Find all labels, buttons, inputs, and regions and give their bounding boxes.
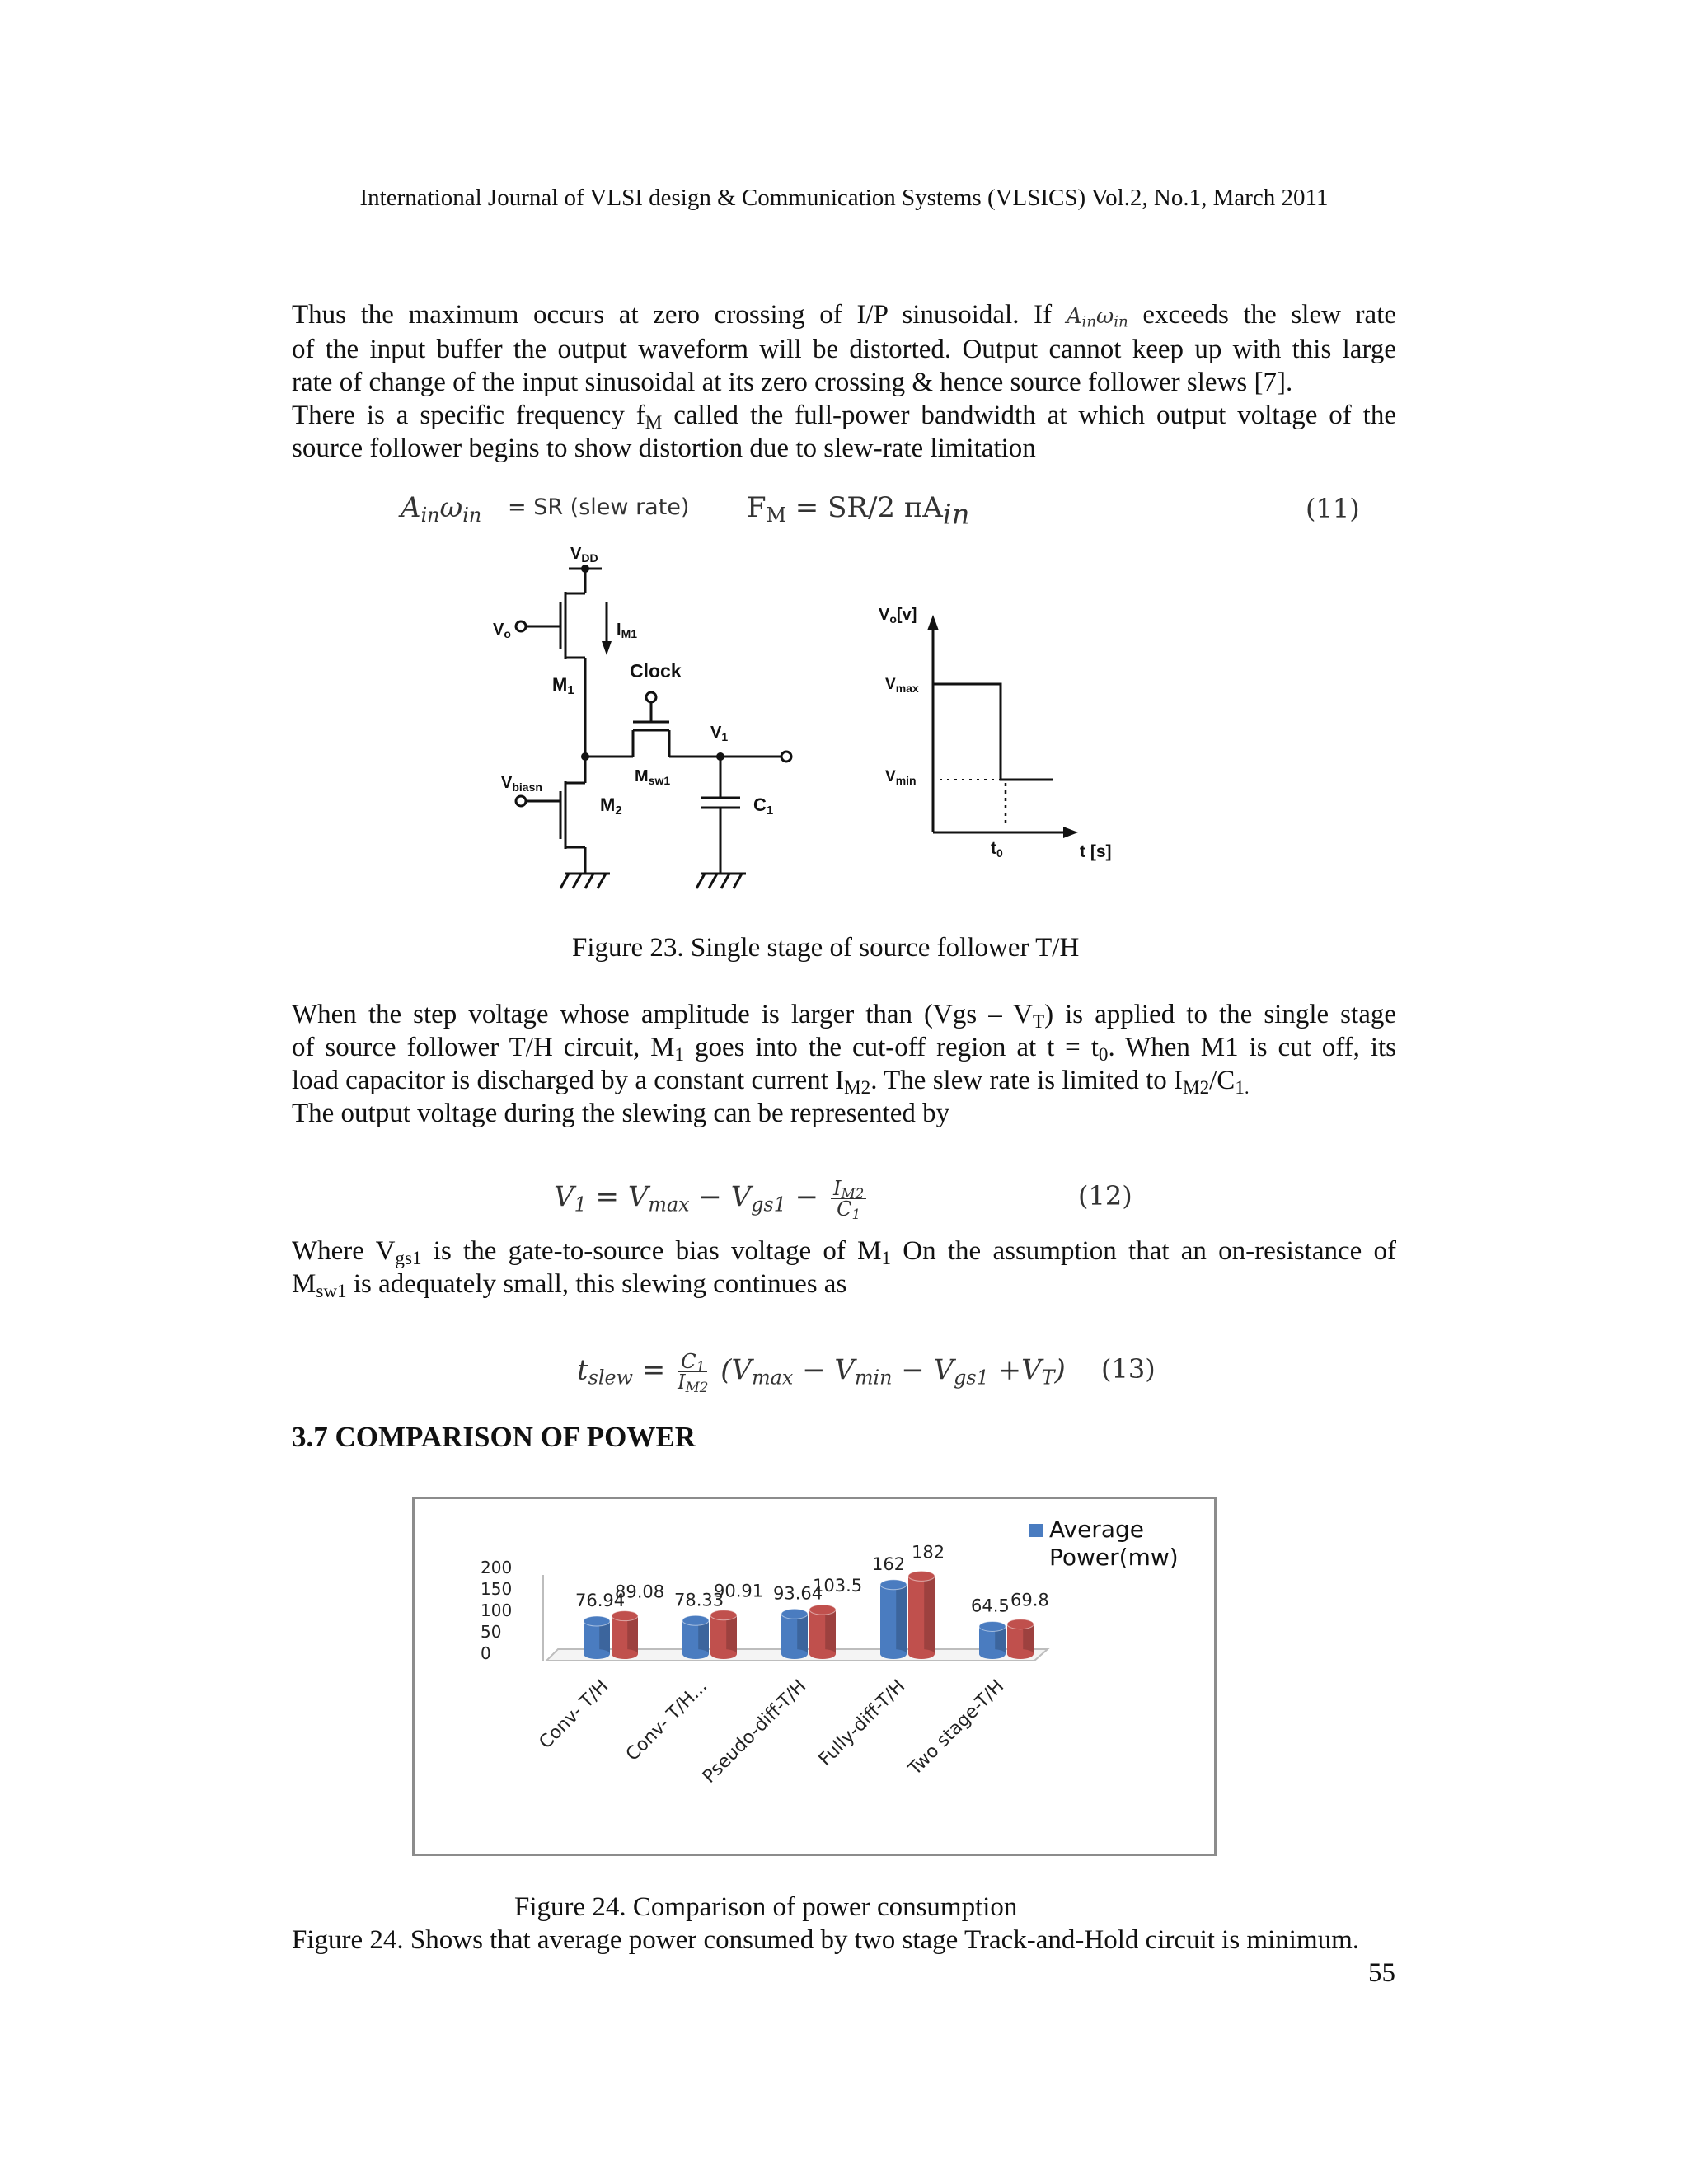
- bar-series-2: [908, 1571, 935, 1659]
- paragraph-where-vgs1: [292, 1235, 1396, 1301]
- y-tick-label: 0: [481, 1643, 491, 1663]
- paragraph-slew-intro: [292, 298, 1396, 465]
- category-label: Two stage-T/H: [904, 1675, 1009, 1780]
- label-msw1: $M_{sw1}$: [635, 767, 671, 787]
- data-label: 103.5: [813, 1576, 863, 1596]
- label-vdd: $V_{DD}$: [570, 545, 598, 565]
- data-label: 182: [912, 1542, 945, 1563]
- y-tick-label: 150: [481, 1579, 513, 1599]
- para1-line4: There is a specific frequency $f_M$ called the full-power bandwidth at which output voltage of the: [292, 401, 1396, 433]
- section-heading: 3.7 COMPARISON OF POWER: [292, 1421, 696, 1453]
- data-label: 78.33: [674, 1590, 724, 1610]
- bar-series-1: [979, 1621, 1006, 1659]
- data-label: 89.08: [615, 1582, 665, 1602]
- label-waveform-y: $V_o[v]$: [879, 606, 917, 626]
- para2-line1: When the step voltage whose amplitude is larger than $(Vgs - V_T)$ is applied to the single stage: [292, 1000, 1396, 1032]
- y-tick-label: 50: [481, 1622, 502, 1642]
- label-t0: t0: [991, 839, 1003, 860]
- closing-sentence: Figure 24. Shows that average power consumed by two stage Track-and-Hold circuit is minimum.: [292, 1925, 1360, 1955]
- bar-series-1: [781, 1609, 808, 1659]
- category-label: Pseudo-diff-T/H: [699, 1675, 811, 1788]
- paragraph-step-voltage: [292, 998, 1396, 1130]
- bar-series-2: [1007, 1619, 1034, 1659]
- label-vmax: $V_{max}$: [885, 676, 919, 695]
- figure-23-caption: Figure 23. Single stage of source follower T/H: [572, 933, 1080, 963]
- page-number: 55: [1368, 1958, 1395, 1988]
- equation-11: $A_{in}\omega_{in}$ = SR (slew rate) $F_M = SR/2$ $\pi A_{in}$ (11): [401, 491, 1360, 532]
- label-c1: C1: [753, 794, 774, 818]
- bar-series-1: [584, 1616, 610, 1659]
- figure-23-circuit: [478, 536, 1137, 907]
- data-label: 162: [872, 1554, 906, 1574]
- y-tick-label: 200: [481, 1558, 513, 1577]
- para1-line2: of the input buffer the output waveform will be distorted. Output cannot keep up with this large: [292, 335, 1396, 364]
- bar-series-2: [809, 1605, 836, 1659]
- para1-line1: Thus the maximum occurs at zero crossing of I/P sinusoidal. If $A_{in}\omega_{in}$ exceeds the slew rate: [292, 300, 1397, 331]
- label-vbias: $V_{biasn}$: [501, 774, 542, 794]
- y-tick-label: 100: [481, 1601, 513, 1620]
- label-t-axis: t [s]: [1080, 842, 1112, 861]
- bar-series-2: [710, 1610, 737, 1659]
- data-label: 76.94: [575, 1590, 626, 1610]
- bar-series-1: [880, 1580, 907, 1659]
- para3-line2: $M_{sw1}$ is adequately small, this slewing continues as: [292, 1269, 847, 1301]
- equation-13: $t_{slew}$ = $\frac{C_1}{I_{M2}}$ $(V_{max} - V_{min} - V_{gs1} +V_T)$ (13): [577, 1350, 1156, 1396]
- para2-line3: load capacitor is discharged by a constant current $I_{M2}$. The slew rate is limited to $I_{M2}/C_{1.}$: [292, 1066, 1250, 1098]
- legend-label-line1: Average: [1049, 1516, 1144, 1543]
- label-clock: Clock: [630, 660, 682, 682]
- legend-label-line2: Power(mw): [1049, 1544, 1179, 1571]
- figure-24-chart-frame: [412, 1497, 1217, 1856]
- category-label: Conv- T/H: [535, 1675, 613, 1754]
- data-label: 90.91: [714, 1581, 764, 1601]
- para1-line3: rate of change of the input sinusoidal at its zero crossing & hence source follower slews [7].: [292, 368, 1293, 397]
- legend-swatch: [1029, 1524, 1043, 1537]
- para2-line2: of source follower T/H circuit, $M_1$ goes into the cut-off region at $t = t_0$. When M1 is cut off, its: [292, 1033, 1396, 1065]
- para1-line5: source follower begins to show distortion due to slew-rate limitation: [292, 434, 1036, 463]
- bar-series-1: [682, 1615, 709, 1659]
- label-im1: $I_{M1}$: [617, 621, 638, 640]
- label-m1: M1: [552, 674, 574, 697]
- para3-line1: Where $V_{gs1}$ is the gate-to-source bias voltage of $M_1$ On the assumption that an on-resistance of: [292, 1236, 1397, 1268]
- power-chart: [415, 1499, 1214, 1854]
- label-vo: $V_o$: [493, 621, 511, 640]
- label-vmin: $V_{min}$: [885, 768, 917, 787]
- data-label: 64.5: [971, 1596, 1010, 1616]
- category-label: Fully-diff-T/H: [814, 1675, 910, 1770]
- figure-24-caption: Figure 24. Comparison of power consumption: [514, 1892, 1018, 1922]
- equation-12: $V_1 = V_{max} - V_{gs1}$ − $\frac{I_{M2}}{C_1}$ (12): [554, 1177, 1132, 1223]
- running-header: International Journal of VLSI design & Communication Systems (VLSICS) Vol.2, No.1, March 2011: [359, 185, 1329, 211]
- bar-series-2: [612, 1611, 638, 1659]
- label-m2: M2: [600, 794, 622, 818]
- label-v1: $V_1$: [710, 724, 729, 743]
- para2-line4: The output voltage during the slewing can be represented by: [292, 1099, 950, 1128]
- category-label: Conv- T/H...: [621, 1675, 712, 1765]
- data-label: 69.8: [1010, 1590, 1049, 1610]
- data-label: 93.64: [773, 1583, 823, 1604]
